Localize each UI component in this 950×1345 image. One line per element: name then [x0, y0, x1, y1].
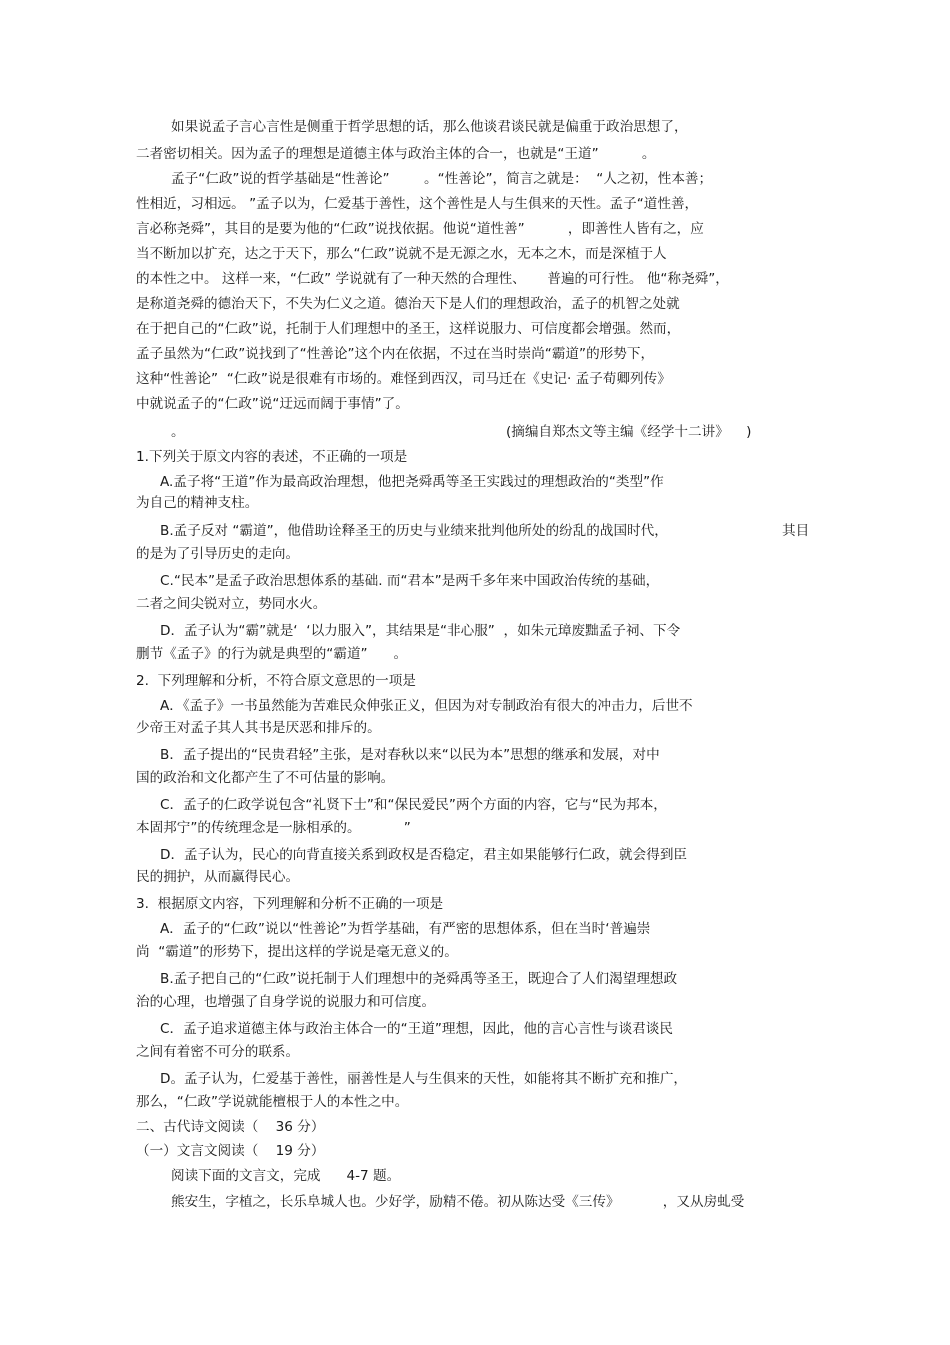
question-1-option-d-line-1: D．孟子认为“霸”就是‘ ‘以力服入”，其结果是“非心服” ，如朱元璋废黜孟子祠、下令 [160, 623, 681, 639]
paragraph-2-line-6: 是称道尧舜的德治天下，不失为仁义之道。德治天下是人们的理想政治，孟子的机智之处就 [136, 296, 680, 312]
paragraph-2-line-7: 在于把自己的“仁政”说，托制于人们理想中的圣王，这样说服力、可信度都会增强。然而， [136, 321, 681, 337]
question-2-option-c-line-1: C．孟子的仁政学说包含“礼贤下士”和“保民爱民”两个方面的内容，它与“民为邦本， [160, 797, 667, 813]
question-3-option-a-line-1: A．孟子的“仁政”说以“性善论”为哲学基础，有严密的思想体系，但在当时‘普遍崇 [160, 921, 651, 937]
paragraph-2-line-4: 当不断加以扩充，达之于天下，那么“仁政”说就不是无源之水，无本之木，而是深植于人 [136, 246, 667, 262]
question-1-option-b-line-2: 的是为了引导历史的走向。 [136, 546, 300, 562]
question-1-option-c-line-2: 二者之间尖锐对立，势同水火。 [136, 596, 327, 612]
question-3-option-b-line-2: 治的心理，也增强了自身学说的说服力和可信度。 [136, 994, 436, 1010]
paragraph-1-line-2: 二者密切相关。因为孟子的理想是道德主体与政治主体的合一，也就是“王道” 。 [136, 146, 656, 162]
question-3-option-d-line-2: 那么，“仁政”学说就能檀根于人的本性之中。 [136, 1094, 409, 1110]
question-1-option-a-line-2: 为自己的精神支柱。 [136, 495, 259, 511]
paragraph-2-line-3: 言必称尧舜”，其目的是要为他的“仁政”说找依据。他说“道性善” ，即善性人皆有之，应 [136, 221, 704, 237]
paragraph-2-line-1: 孟子“仁政”说的哲学基础是“性善论” 。“性善论”，简言之就是： “人之初，性本善； [171, 171, 713, 187]
question-1-option-b-line-1-tail: 其目 [782, 523, 810, 539]
section-2-passage-line-1: 熊安生，字植之，长乐阜城人也。少好学，励精不倦。初从陈达受《三传》 ，又从房虬受 [171, 1194, 745, 1210]
question-2-option-b-line-1: B．孟子提出的“民贵君轻”主张，是对春秋以来“以民为本”思想的继承和发展，对中 [160, 747, 660, 763]
question-2-option-c-line-2: 本固邦宁”的传统理念是一脉相承的。 ” [136, 820, 411, 836]
question-2-stem: 2. 下列理解和分析，不符合原文意思的一项是 [136, 673, 416, 689]
paragraph-2-line-2: 性相近，习相远。 ”孟子以为，仁爱基于善性，这个善性是人与生俱来的天性。孟子“道性善， [136, 196, 699, 212]
question-2-option-a-line-1: A．《孟子》一书虽然能为苦难民众伸张正义，但因为对专制政治有很大的冲击力，后世不 [160, 698, 693, 714]
question-3-option-d-line-1: D。孟子认为，仁爱基于善性，丽善性是人与生俱来的天性，如能将其不断扩充和推广， [160, 1071, 688, 1087]
question-1-option-a-line-1: A.孟子将“王道”作为最高政治理想，他把尧舜禹等圣王实践过的理想政治的“类型”作 [160, 474, 664, 490]
source-mark: 。 [171, 424, 185, 440]
question-3-option-c-line-1: C．孟子追求道德主体与政治主体合一的“王道”理想，因此，他的言心言性与谈君谈民 [160, 1021, 673, 1037]
question-3-option-b-line-1: B.孟子把自己的“仁政”说托制于人们理想中的尧舜禹等圣王，既迎合了人们渴望理想政 [160, 971, 678, 987]
question-3-option-c-line-2: 之间有着密不可分的联系。 [136, 1044, 300, 1060]
paragraph-2-line-5: 的本性之中。 这样一来，“仁政” 学说就有了一种天然的合理性、 普遍的可行性。 他“称尧舜”， [136, 271, 729, 287]
question-1-option-d-line-2: 删节《孟子》的行为就是典型的“霸道” 。 [136, 646, 408, 662]
question-2-option-b-line-2: 国的政治和文化都产生了不可估量的影响。 [136, 770, 395, 786]
section-2-heading: 二、古代诗文阅读（ 36 分） [136, 1119, 325, 1135]
paragraph-2-line-8: 孟子虽然为“仁政”说找到了“性善论”这个内在依据，不过在当时崇尚“霸道”的形势下， [136, 346, 655, 362]
question-3-stem: 3. 根据原文内容，下列理解和分析不正确的一项是 [136, 896, 444, 912]
question-3-option-a-line-2: 尚 “霸道”的形势下，提出这样的学说是毫无意义的。 [136, 944, 458, 960]
question-2-option-d-line-1: D．孟子认为，民心的向背直接关系到政权是否稳定，君主如果能够行仁政，就会得到臣 [160, 847, 688, 863]
paragraph-2-line-10: 中就说孟子的“仁政”说“迂远而阔于事情”了。 [136, 396, 409, 412]
question-2-option-d-line-2: 民的拥护，从而赢得民心。 [136, 869, 300, 885]
question-2-option-a-line-2: 少帝王对孟子其人其书是厌恶和排斥的。 [136, 720, 381, 736]
paragraph-2-line-9: 这种“性善论” “仁政”说是很难有市场的。难怪到西汉，司马迁在《史记· 孟子荀卿列传》 [136, 371, 671, 387]
paragraph-1-line-1: 如果说孟子言心言性是侧重于哲学思想的话，那么他谈君谈民就是偏重于政治思想了， [171, 119, 688, 135]
question-1-stem: 1.下列关于原文内容的表述，不正确的一项是 [136, 449, 408, 465]
question-1-option-b-line-1: B.孟子反对 “霸道”，他借助诠释圣王的历史与业绩来批判他所处的纷乱的战国时代， [160, 523, 668, 539]
section-2-instruction: 阅读下面的文言文，完成 4-7 题。 [171, 1168, 401, 1184]
section-2-subheading: （一）文言文阅读（ 19 分） [136, 1143, 325, 1159]
source-citation: (摘编自郑杰文等主编《经学十二讲》 ) [506, 424, 752, 440]
question-1-option-c-line-1: C.“民本”是孟子政治思想体系的基础. 而“君本”是两千多年来中国政治传统的基础， [160, 573, 660, 589]
